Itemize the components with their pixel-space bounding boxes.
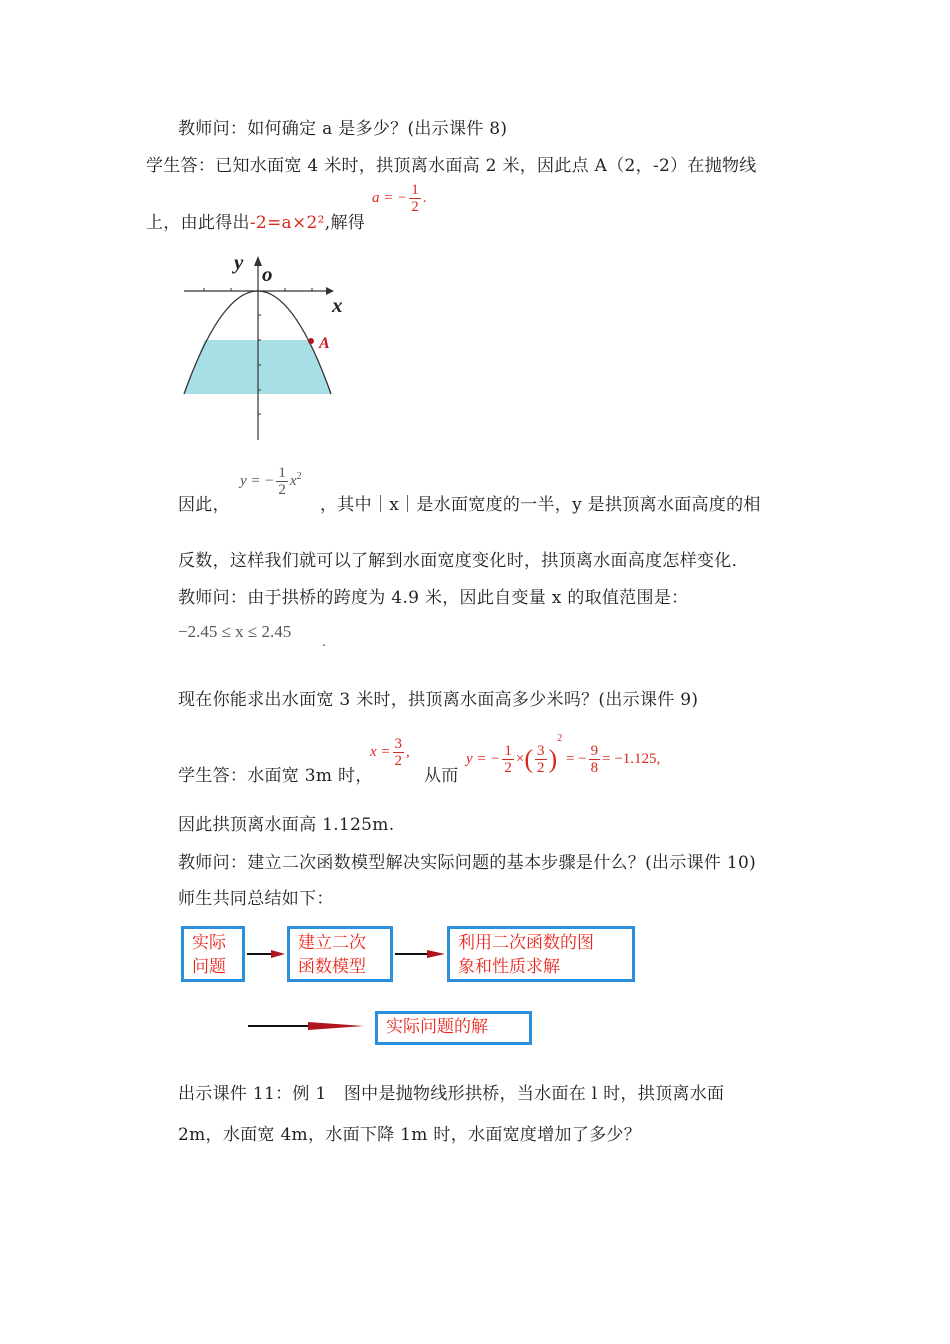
y-function-formula [240,465,302,498]
calc-frac1-denominator: 2 [504,760,512,777]
derivation-prefix: 上，由此得出 [146,213,250,233]
x-frac-denominator: 2 [394,753,403,769]
flow-arrow-2 [395,949,447,959]
flow-box1-line1: 实际 [192,933,226,953]
calc-frac2-denominator: 2 [537,760,545,777]
flow-box4-text: 实际问题的解 [386,1017,488,1037]
a-value-formula [372,182,427,215]
flow-box-build-model [287,926,393,982]
calc-frac3-numerator: 9 [590,743,599,760]
therefore-prefix: 因此， [178,495,230,515]
y-frac-denominator: 2 [278,482,286,498]
equation-a-times-2-squared: -2=a×2² [249,213,325,233]
x-range-text: −2.45 ≤ x ≤ 2.45 [178,622,292,641]
flow-box2-line2: 函数模型 [298,957,366,977]
point-a [308,338,314,344]
y-calculation-formula: y = − $\frac{1}{2}$ ×( $\frac{3}{2}$ )$^2$ = − $\frac{9}{8}$ = −1.125, [466,733,661,777]
y-axis-label: y [234,250,244,274]
x-axis-label: x [332,293,343,317]
a-frac-numerator: 1 [411,182,419,198]
therefore-line [178,494,230,516]
calc-lhs: y = − [466,751,501,767]
flow-box-solve [447,926,635,982]
calc-square: 2 [557,733,563,744]
example-1-line2: 2m，水面宽 4m，水面下降 1m 时，水面宽度增加了多少？ [178,1125,642,1145]
flow-box3-line2: 象和性质求解 [458,957,560,977]
example-1-line1: 出示课件 11：例 1 图中是抛物线形拱桥，当水面在 l 时，拱顶离水面 [178,1084,725,1104]
student-answer-2-mid: 从而 [424,766,459,786]
calc-result: = −1.125, [602,751,661,767]
parabola-arch-graph [176,248,356,448]
explanation-line: 反数，这样我们就可以了解到水面宽度变化时，拱顶离水面高度怎样变化． [178,551,749,571]
y-frac-numerator: 1 [278,465,286,481]
x-range-formula [178,622,291,642]
a-formula-lhs: a = − [372,189,408,206]
teacher-question-1: 教师问：如何确定 a 是多少？(出示课件 8) [178,119,508,139]
flow-arrow-3 [248,1020,366,1032]
flow-arrow-1 [247,949,287,959]
calc-frac2-numerator: 3 [537,743,545,760]
calc-times: × [515,751,525,767]
flow-box2-line1: 建立二次 [298,933,366,953]
flow-box-practical-problem [181,926,245,982]
derivation-suffix: ,解得 [324,213,366,233]
calc-frac1-numerator: 1 [504,743,512,760]
x-range-dot: . [322,634,326,650]
teacher-question-4: 教师问：建立二次函数模型解决实际问题的基本步骤是什么？(出示课件 10) [178,853,757,873]
y-formula-lhs: y = − [240,472,275,489]
calc-eq: = − [565,751,587,767]
y-formula-exponent: 2 [296,470,302,482]
flow-box3-line1: 利用二次函数的图 [458,933,594,953]
x-formula-lhs: x = [370,743,391,760]
point-a-label: A [319,335,330,352]
therefore-suffix: ，其中｜x｜是水面宽度的一半，y 是拱顶离水面高度的相 [320,495,761,515]
y-axis-arrow [254,256,262,266]
derivation-line [146,212,365,234]
flow-box-solution [375,1011,532,1045]
conclusion-line: 因此拱顶离水面高 1.125m. [178,815,395,835]
x-value-formula: x = $\frac{3}{2}$ , [370,736,410,769]
calc-frac3-denominator: 8 [590,760,599,777]
student-answer-1: 学生答：已知水面宽 4 米时，拱顶离水面高 2 米，因此点 A（2，-2）在抛物线 [146,156,757,176]
a-frac-denominator: 2 [411,199,419,215]
a-formula-end: . [422,189,427,206]
origin-label: o [262,262,273,286]
teacher-question-3: 现在你能求出水面宽 3 米时，拱顶离水面高多少米吗？(出示课件 9) [178,690,699,710]
summary-intro: 师生共同总结如下： [178,889,334,909]
y-formula-x: x [289,472,297,489]
student-answer-2-prefix: 学生答：水面宽 3m 时， [178,766,373,786]
teacher-question-2: 教师问：由于拱桥的跨度为 4.9 米，因此自变量 x 的取值范围是： [178,588,689,608]
flow-box1-line2: 问题 [192,957,226,977]
x-frac-numerator: 3 [394,736,403,752]
